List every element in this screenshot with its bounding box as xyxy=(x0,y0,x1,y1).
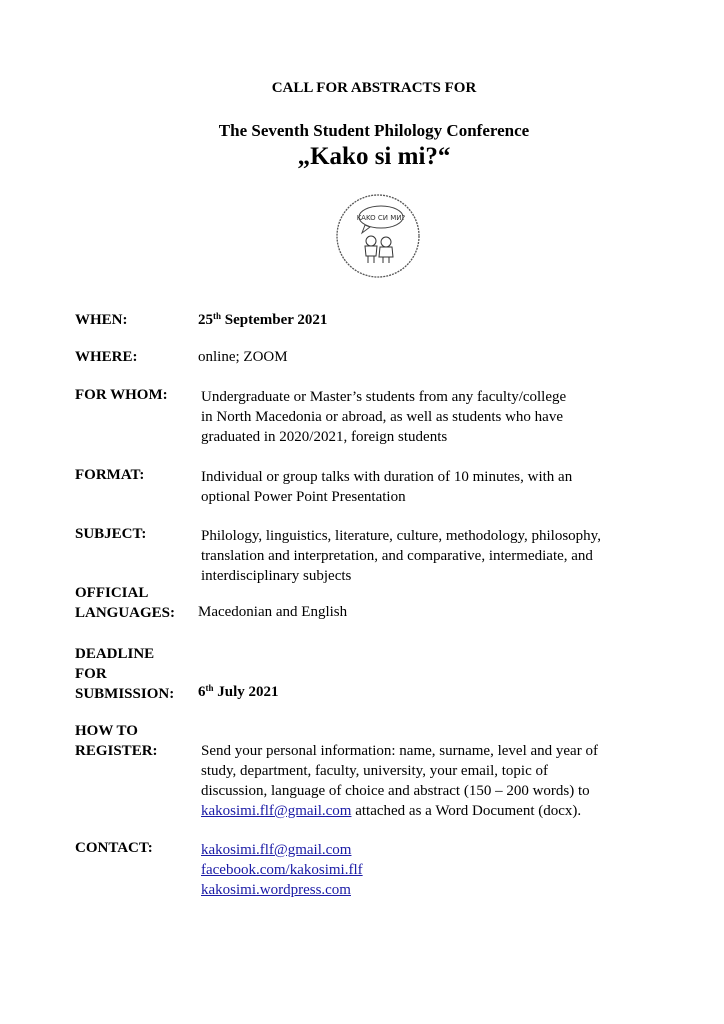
how-to-line: study, department, faculty, university, your email, topic of xyxy=(201,763,548,779)
format-label: FORMAT: xyxy=(75,467,145,483)
register-email-link[interactable]: kakosimi.flf@gmail.com xyxy=(201,803,352,819)
for-whom-line: Undergraduate or Master’s students from any faculty/college xyxy=(201,389,567,405)
conference-logo xyxy=(335,193,421,279)
languages-label xyxy=(75,583,175,623)
when-value xyxy=(198,312,327,329)
format-value xyxy=(201,467,572,507)
deadline-value xyxy=(198,684,279,701)
subject-label: SUBJECT: xyxy=(75,526,147,542)
how-to-label-line: REGISTER: xyxy=(75,743,158,759)
deadline-suffix: th xyxy=(205,683,214,693)
languages-label-line: OFFICIAL xyxy=(75,585,149,601)
format-line: optional Power Point Presentation xyxy=(201,489,406,505)
for-whom-line: in North Macedonia or abroad, as well as students who have xyxy=(201,409,563,425)
how-to-label-line: HOW TO xyxy=(75,723,138,739)
where-value: online; ZOOM xyxy=(198,349,288,365)
logo-text: KAKO CИ MИ? xyxy=(356,214,406,222)
deadline-label-line: DEADLINE xyxy=(75,646,155,662)
deadline-label xyxy=(75,644,174,704)
languages-value: Macedonian and English xyxy=(198,604,348,620)
when-suffix: th xyxy=(213,311,222,321)
when-month-year: September 2021 xyxy=(221,312,328,328)
call-heading: CALL FOR ABSTRACTS FOR xyxy=(271,80,477,96)
how-to-register-value xyxy=(201,741,598,821)
how-to-tail: attached as a Word Document (docx). xyxy=(351,803,582,819)
how-to-line: discussion, language of choice and abstract (150 – 200 words) to xyxy=(201,783,590,799)
contact-value xyxy=(201,840,363,900)
where-label: WHERE: xyxy=(75,349,138,365)
deadline-label-line: SUBMISSION: xyxy=(75,686,175,702)
subject-line: interdisciplinary subjects xyxy=(201,568,352,584)
contact-email-link[interactable]: kakosimi.flf@gmail.com xyxy=(201,842,352,858)
facebook-link[interactable]: facebook.com/kakosimi.flf xyxy=(201,862,363,878)
deadline-month-year: July 2021 xyxy=(213,684,279,700)
for-whom-line: graduated in 2020/2021, foreign students xyxy=(201,429,448,445)
subject-line: translation and interpretation, and comparative, intermediate, and xyxy=(201,548,593,564)
conference-name: „Kako si mi?“ xyxy=(297,143,451,170)
website-link[interactable]: kakosimi.wordpress.com xyxy=(201,882,351,898)
when-day: 25 xyxy=(198,312,213,328)
deadline-label-line: FOR xyxy=(75,666,107,682)
format-line: Individual or group talks with duration of 10 minutes, with an xyxy=(201,469,573,485)
conference-title: The Seventh Student Philology Conference xyxy=(218,121,530,140)
subject-line: Philology, linguistics, literature, culture, methodology, philosophy, xyxy=(201,528,601,544)
languages-label-line: LANGUAGES: xyxy=(75,605,176,621)
how-to-line xyxy=(201,801,598,821)
how-to-line: Send your personal information: name, surname, level and year of xyxy=(201,743,598,759)
deadline-day: 6 xyxy=(198,684,206,700)
for-whom-value xyxy=(201,387,566,447)
subject-value xyxy=(201,526,601,586)
how-to-register-label xyxy=(75,721,158,761)
for-whom-label: FOR WHOM: xyxy=(75,387,168,403)
when-label: WHEN: xyxy=(75,312,128,328)
contact-label: CONTACT: xyxy=(75,840,153,856)
